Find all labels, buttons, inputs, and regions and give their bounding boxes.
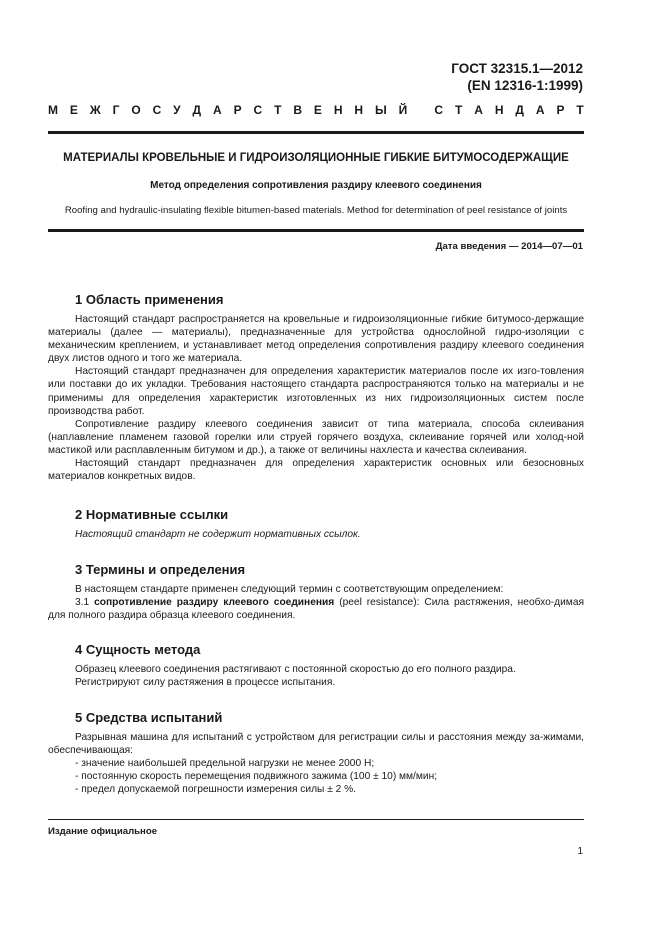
banner-letter: Д bbox=[192, 103, 202, 117]
banner-letter: Е bbox=[69, 103, 78, 117]
term-text: (peel resistance): Сила растяжения, необхо-димая для полного раздира образца клеевого соединения. bbox=[48, 597, 584, 622]
paragraph: В настоящем стандарте применен следующий термин с соответствующим определением: bbox=[75, 584, 504, 595]
section-method-essence bbox=[48, 642, 584, 689]
banner-letter: А bbox=[212, 103, 222, 117]
list-item: - постоянную скорость перемещения подвижного зажима (100 ± 10) мм/мин; bbox=[75, 770, 584, 783]
banner-letter: Й bbox=[398, 103, 408, 117]
paragraph: Настоящий стандарт распространяется на кровельные и гидроизоляционные гибкие битумосо-держащие материалы (далее — материалы), предназначенные для устройства однослойной гидро-изоляции с механическим креплением, и устанавливает метод определения сопротивления раздиру клеевого соединения двух листов одного и того же материала. bbox=[48, 314, 584, 365]
banner-letter: Р bbox=[233, 103, 242, 117]
banner-letter: С bbox=[434, 103, 444, 117]
paragraph: Разрывная машина для испытаний с устройством для регистрации силы и расстояния между за-жимами, обеспечивающая: bbox=[48, 732, 584, 757]
banner-letter: А bbox=[535, 103, 545, 117]
banner-letter: Т bbox=[454, 103, 463, 117]
paragraph: Настоящий стандарт предназначен для определения характеристик основных или безосновных материалов конкретных видов. bbox=[48, 458, 584, 483]
banner-letter: Н bbox=[333, 103, 343, 117]
en-reference: (EN 12316-1:1999) bbox=[467, 78, 583, 93]
doc-number: ГОСТ 32315.1—2012 bbox=[451, 61, 583, 76]
banner-letter: М bbox=[48, 103, 58, 117]
banner-letter: Н bbox=[494, 103, 504, 117]
banner-letter bbox=[419, 103, 422, 117]
banner-letter: Ы bbox=[374, 103, 387, 117]
section-normative-references bbox=[48, 507, 584, 541]
introduction-date: Дата введения — 2014—07—01 bbox=[435, 241, 583, 252]
paragraph: Сопротивление раздиру клеевого соединения зависит от типа материала, способа склеивания (наплавление пламенем газовой горелки или струей горячего воздуха, склеивание горячей или холод-ной мастикой или расплавленным битумом и др.), а также от величины нахлеста и качества склеивания. bbox=[48, 418, 584, 456]
section-scope bbox=[48, 292, 584, 483]
section-heading: 4 Сущность метода bbox=[75, 642, 201, 657]
banner-letter: Ж bbox=[89, 103, 101, 117]
banner-letter: Т bbox=[274, 103, 282, 117]
top-rule bbox=[48, 131, 584, 134]
banner-letter: Р bbox=[556, 103, 565, 117]
section-heading: 3 Термины и определения bbox=[75, 562, 246, 577]
banner-letter: С bbox=[152, 103, 162, 117]
banner-letter: Г bbox=[112, 103, 120, 117]
document-subtitle: Метод определения сопротивления раздиру клеевого соединения bbox=[150, 180, 482, 191]
paragraph: Регистрируют силу растяжения в процессе испытания. bbox=[75, 677, 336, 689]
requirements-list bbox=[48, 757, 584, 796]
document-title: МАТЕРИАЛЫ КРОВЕЛЬНЫЕ И ГИДРОИЗОЛЯЦИОННЫЕ ГИБКИЕ БИТУМОСОДЕРЖАЩИЕ bbox=[63, 152, 569, 164]
footer-rule bbox=[48, 819, 584, 820]
section-terms-definitions bbox=[48, 562, 584, 622]
section-heading: 5 Средства испытаний bbox=[75, 710, 223, 725]
section-test-equipment bbox=[48, 710, 584, 796]
list-item: - значение наибольшей предельной нагрузки не менее 2000 Н; bbox=[75, 757, 584, 770]
doc-number-block bbox=[451, 60, 583, 94]
paragraph: Настоящий стандарт не содержит нормативных ссылок. bbox=[75, 529, 361, 540]
paragraph: Образец клеевого соединения растягивают с постоянной скоростью до его полного раздира. bbox=[75, 664, 516, 675]
banner-letter: С bbox=[253, 103, 263, 117]
banner-letter: Н bbox=[354, 103, 364, 117]
term-number: 3.1 bbox=[75, 597, 95, 609]
banner-letter: О bbox=[131, 103, 141, 117]
section-heading: 1 Область применения bbox=[75, 292, 224, 307]
paragraph: Настоящий стандарт предназначен для определения характеристик материалов после их изго-товления или поставки до их укладки. Требования настоящего стандарта распространяются только на материалы и не применимы для определения характеристик изготовленных из них гидроизоляционных систем после производства работ. bbox=[48, 366, 584, 417]
english-title: Roofing and hydraulic-insulating flexible bitumen-based materials. Method for determination of peel resistance of joints bbox=[64, 205, 568, 216]
interstate-standard-banner bbox=[48, 103, 584, 117]
banner-letter: Т bbox=[576, 103, 584, 117]
title-rule bbox=[48, 229, 584, 232]
banner-letter: А bbox=[474, 103, 483, 117]
banner-letter: Д bbox=[515, 103, 524, 117]
banner-letter: В bbox=[293, 103, 302, 117]
term-definition bbox=[48, 596, 584, 622]
list-item: - предел допускаемой погрешности измерения силы ± 2 %. bbox=[75, 783, 584, 796]
official-edition-label: Издание официальное bbox=[48, 826, 158, 837]
banner-letter: У bbox=[173, 103, 181, 117]
banner-letter: Е bbox=[313, 103, 322, 117]
page-number: 1 bbox=[577, 846, 583, 857]
term-name: сопротивление раздиру клеевого соединения bbox=[94, 597, 335, 609]
section-heading: 2 Нормативные ссылки bbox=[75, 507, 229, 522]
